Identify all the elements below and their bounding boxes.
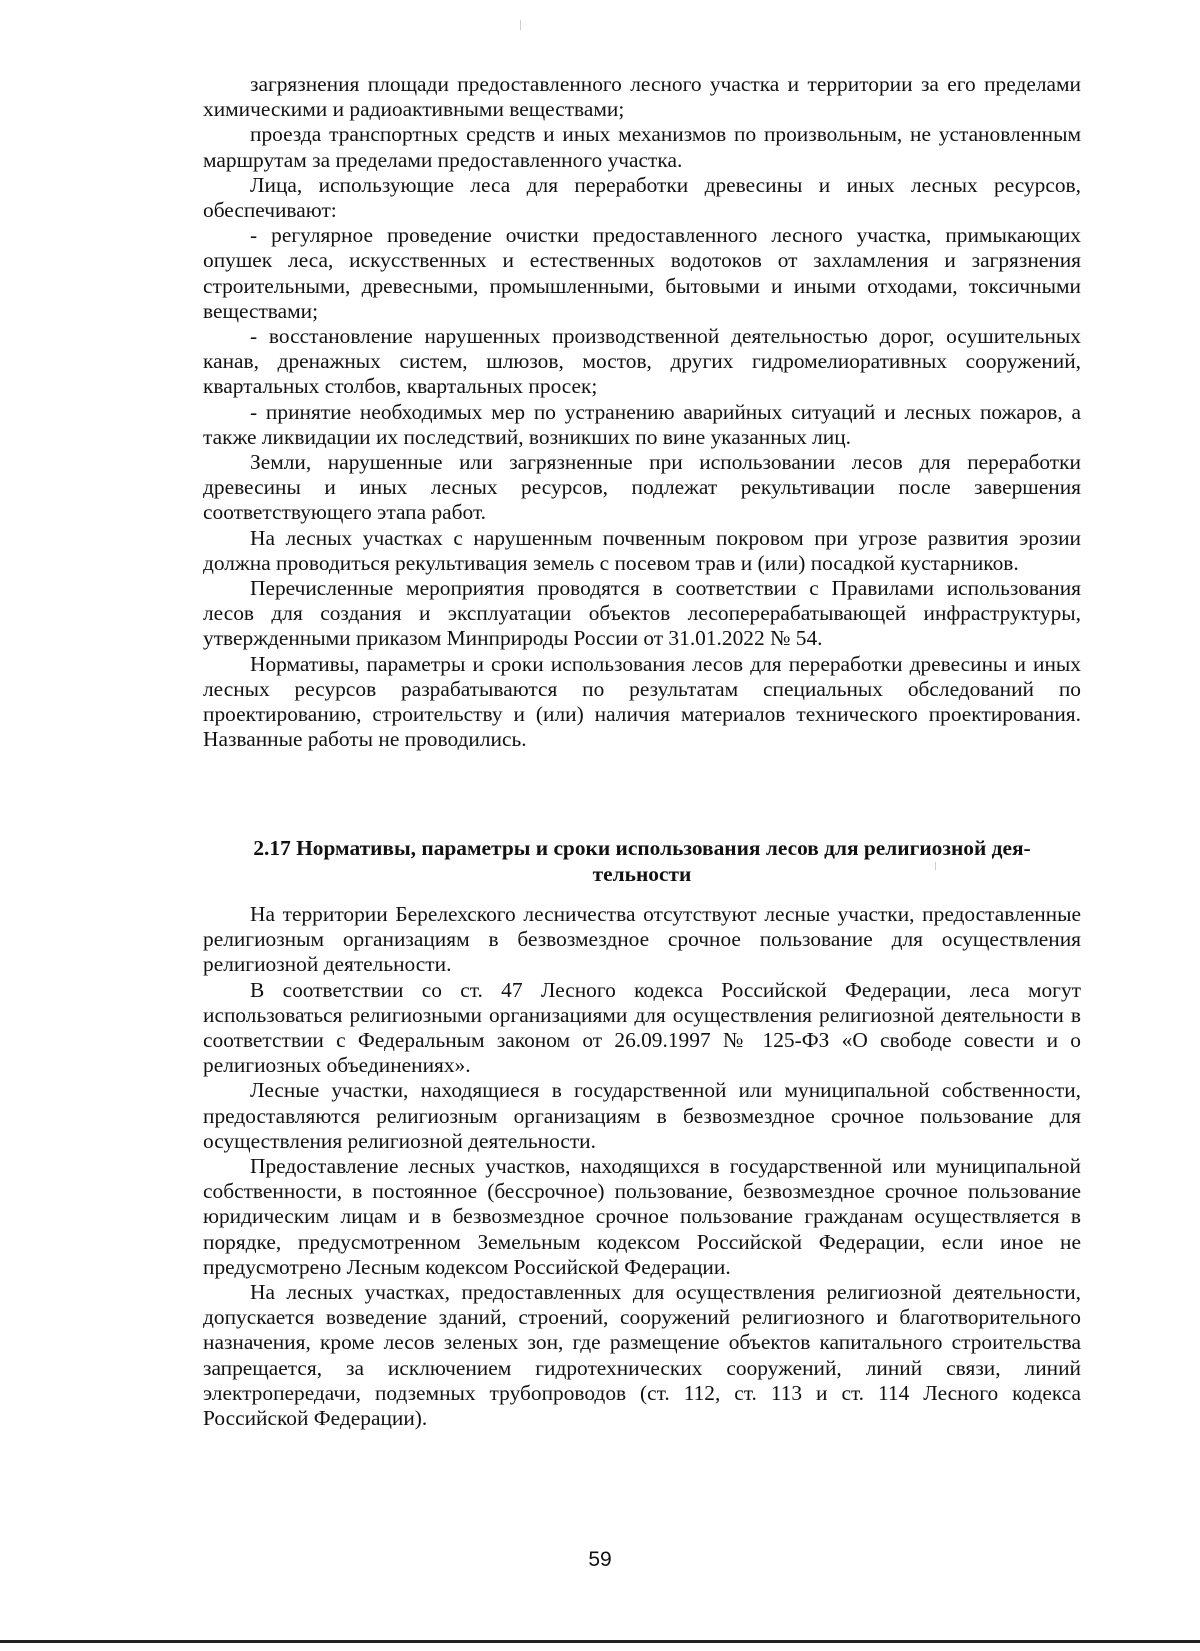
page-number: 59: [588, 1548, 612, 1571]
bottom-scan-edge: [0, 1640, 1200, 1643]
section-heading-line-1: 2.17 Нормативы, параметры и сроки использования лесов для религиозной дея-: [253, 836, 1031, 860]
section-heading-line-2: тельности: [592, 861, 692, 886]
paragraph-erosion: На лесных участках с нарушенным почвенным покровом при угрозе развития эрозии должна проводиться рекультивация земель с посевом трав и (или) посадкой кустарников.: [203, 525, 1081, 575]
paragraph-provision-procedure: Предоставление лесных участков, находящихся в государственной или муниципальной собственности, в постоянное (бессрочное) пользование, безвозмездное срочное пользование юридическим лицам и в безвозмездное срочное пользование гражданам осуществляется в порядке, предусмотренном Земельным кодексом Российской Федерации, если иное не предусмотрено Лесным кодексом Российской Федерации.: [203, 1154, 1081, 1279]
paragraph-plots-provided: Лесные участки, находящиеся в государственной или муниципальной собственности, предоставляются религиозным организациям в безвозмездное срочное пользование для осуществления религиозной деятельности.: [203, 1078, 1081, 1153]
section-text-block: [203, 902, 1081, 1431]
scan-speck: [520, 20, 521, 30]
paragraph-obligations-intro: Лица, использующие леса для переработки древесины и иных лесных ресурсов, обеспечивают:: [203, 172, 1081, 223]
paragraph-construction-allowed: На лесных участках, предоставленных для осуществления религиозной деятельности, допускается возведение зданий, строений, сооружений религиозного и благотворительного назначения, кроме лесов зеленых зон, где размещение объектов капитального строительства запрещается, за исключением гидротехнических сооружений, линий связи, линий электропередачи, подземных трубопроводов (ст. 112, ст. 113 и ст. 114 Лесного кодекса Российской Федерации).: [203, 1280, 1081, 1431]
paragraph-pollution-clause: загрязнения площади предоставленного лесного участка и территории за его пределами химическими и радиоактивными веществами;: [203, 72, 1081, 122]
paragraph-article-47: В соответствии со ст. 47 Лесного кодекса Российской Федерации, леса могут использоваться религиозными организациями для осуществления религиозной деятельности в соответствии с Федеральным законом от 26.09.1997 № 125-ФЗ «О свободе совести и о религиозных объединениях».: [203, 977, 1081, 1078]
list-item-cleaning: - регулярное проведение очистки предоставленного лесного участка, примыкающих опушек леса, искусственных и естественных водотоков от захламления и загрязнения строительными, древесными, промышленными, бытовыми и иными отходами, токсичными веществами;: [203, 223, 1081, 323]
scan-speck: [935, 862, 936, 870]
section-heading-2-17: [203, 836, 1081, 887]
paragraph-recultivation: Земли, нарушенные или загрязненные при использовании лесов для переработки древесины и иных лесных ресурсов, подлежат рекультивации после завершения соответствующего этапа работ.: [203, 450, 1081, 525]
paragraph-standards-summary: Нормативы, параметры и сроки использования лесов для переработки древесины и иных лесных ресурсов разрабатываются по результатам специальных обследований по проектированию, строительству и (или) наличия материалов технического проектирования. Названные работы не проводились.: [203, 651, 1081, 752]
paragraph-no-religious-plots: На территории Берелехского лесничества отсутствуют лесные участки, предоставленные религиозным организациям в безвозмездное срочное пользование для осуществления религиозной деятельности.: [203, 902, 1081, 977]
paragraph-rules-reference: Перечисленные мероприятия проводятся в соответствии с Правилами использования лесов для создания и эксплуатации объектов лесоперерабатывающей инфраструктуры, утвержденными приказом Минприроды России от 31.01.2022 № 54.: [203, 576, 1081, 651]
top-text-block: [203, 72, 1081, 752]
paragraph-vehicle-clause: проезда транспортных средств и иных механизмов по произвольным, не установленным маршрутам за пределами предоставленного участка.: [203, 122, 1081, 172]
list-item-emergency-measures: - принятие необходимых мер по устранению аварийных ситуаций и лесных пожаров, а также ликвидации их последствий, возникших по вине указанных лиц.: [203, 399, 1081, 449]
list-item-restoration: - восстановление нарушенных производственной деятельностью дорог, осушительных канав, дренажных систем, шлюзов, мостов, других гидромелиоративных сооружений, квартальных столбов, квартальных просек;: [203, 324, 1081, 399]
